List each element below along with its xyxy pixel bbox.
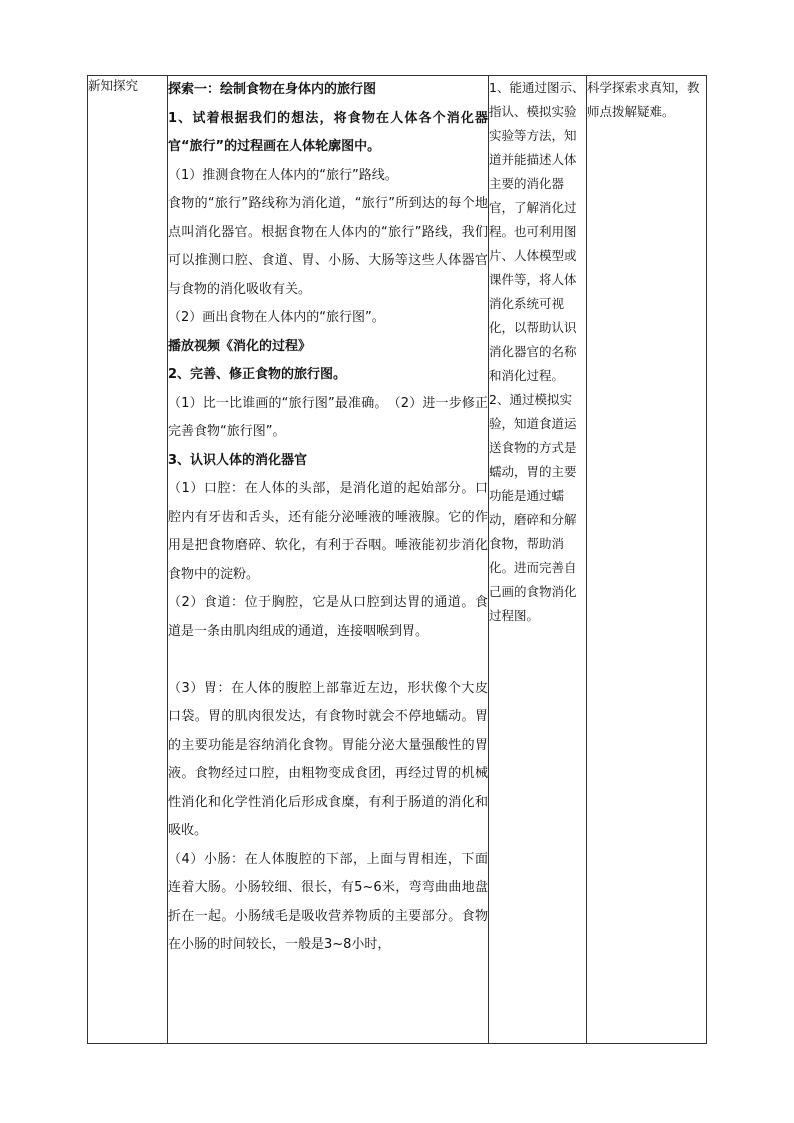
lesson-plan-table [87,75,707,1044]
content-paragraph: （4）小肠：在人体腹腔的下部，上面与胃相连，下面连着大肠。小肠较细、很长，有5~6米，弯弯曲曲地盘折在一起。小肠绒毛是吸收营养物质的主要部分。食物在小肠的时间较长，一般是3~8小时， [168,851,488,952]
content-heading: 探索一：绘制食物在身体内的旅行图 [168,82,377,97]
content-heading: 1、试着根据我们的想法，将食物在人体各个消化器官“旅行”的过程画在人体轮廓图中。 [168,110,488,154]
goal-item: 1、能通过图示、指认、模拟实验实验等方法，知道并能描述人体主要的消化器官，了解消化过程。也可利用图片、人体模型或课件等，将人体消化系统可视化，以帮助认识消化器官的名称和消化过程。 [489,80,585,383]
blank-line [168,646,488,675]
content-paragraph: （2）画出食物在人体内的“旅行图”。 [168,310,385,325]
content-paragraph: （1）口腔：在人体的头部，是消化道的起始部分。口腔内有牙齿和舌头，还有能分泌唾液的唾液腺。它的作用是把食物磨碎、软化，有利于吞咽。唾液能初步消化食物中的淀粉。 [168,481,488,582]
goal-item: 2、通过模拟实验，知道食道运送食物的方式是蠕动，胃的主要功能是通过蠕动，磨碎和分解食物，帮助消化。进而完善自己画的食物消化过程图。 [489,392,577,623]
content-heading: 2、完善、修正食物的旅行图。 [168,367,347,382]
goals-cell [489,76,587,1044]
content-paragraph: 食物的“旅行”路线称为消化道，“旅行”所到达的每个地点叫消化器官。根据食物在人体内的“旅行”路线，我们可以推测口腔、食道、胃、小肠、大肠等这些人体器官与食物的消化吸收有关。 [168,196,488,297]
content-paragraph: （1）比一比谁画的“旅行图”最准确。 （2）进一步修正完善食物“旅行图”。 [168,395,488,439]
method-text: 科学探索求真知，教师点拨解疑难。 [587,80,700,119]
content-paragraph: （1）推测食物在人体内的“旅行”路线。 [168,167,398,183]
content-paragraph: （3）胃：在人体的腹腔上部靠近左边，形状像个大皮口袋。胃的肌肉很发达，有食物时就会不停地蠕动。胃的主要功能是容纳消化食物。胃能分泌大量强酸性的胃液。食物经过口腔，由粗物变成食团，再经过胃的机械性消化和化学性消化后形成食糜，有利于肠道的消化和吸收。 [168,680,488,838]
method-cell [587,76,707,1044]
table-row [88,76,707,1044]
content-paragraph: （2）食道：位于胸腔，它是从口腔到达胃的通道。食道是一条由肌肉组成的通道，连接咽喉到胃。 [168,595,488,639]
stage-label: 新知探究 [88,78,139,93]
content-heading: 3、认识人体的消化器官 [168,452,308,468]
content-heading: 播放视频《消化的过程》 [168,338,312,354]
stage-cell [88,76,168,1044]
content-cell [168,76,489,1044]
